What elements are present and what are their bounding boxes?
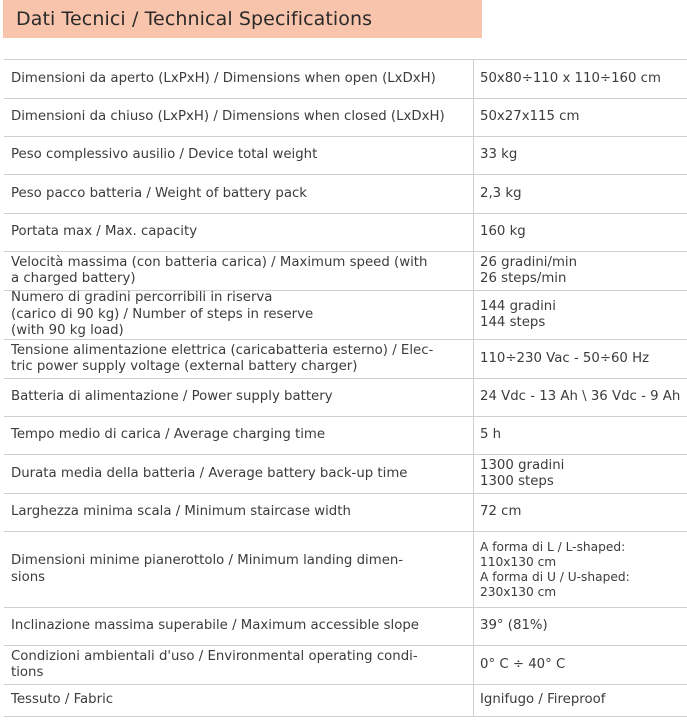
spec-label-cell [4, 340, 474, 378]
table-row [4, 532, 687, 608]
spec-label-line: Dimensioni minime pianerottolo / Minimum landing dimen- [11, 553, 404, 568]
spec-label-cell [4, 608, 474, 645]
spec-value-cell [474, 417, 687, 454]
table-row [4, 99, 687, 137]
spec-label-line: Larghezza minima scala / Minimum staircase width [11, 504, 351, 520]
spec-value-cell [474, 291, 687, 339]
spec-value-line: 50x27x115 cm [480, 109, 580, 125]
spec-value-line: 5 h [480, 427, 502, 443]
spec-value-line: 144 gradini [480, 298, 556, 314]
table-row [4, 494, 687, 532]
spec-label-cell [4, 455, 474, 493]
spec-value-cell [474, 60, 687, 98]
spec-label-line: tions [11, 665, 44, 680]
spec-label-cell [4, 99, 474, 136]
spec-value-line: A forma di U / U-shaped: [480, 569, 630, 584]
spec-label-line: Dimensioni da chiuso (LxPxH) / Dimensions when closed (LxDxH) [11, 109, 445, 125]
spec-label-line: sions [11, 569, 46, 585]
spec-value-line: 26 gradini/min [480, 254, 578, 270]
spec-value-cell [474, 455, 687, 493]
spec-label-line: Tensione alimentazione elettrica (caricabatteria esterno) / Elec- [11, 342, 434, 358]
spec-label-line: Peso pacco batteria / Weight of battery pack [11, 185, 307, 201]
spec-label-cell [4, 175, 474, 213]
spec-label-line: Durata media della batteria / Average battery back-up time [11, 465, 408, 481]
spec-label-line: Dimensioni da aperto (LxPxH) / Dimensions when open (LxDxH) [11, 70, 436, 86]
spec-label-cell [4, 532, 474, 607]
spec-value-cell [474, 137, 687, 174]
table-row [4, 291, 687, 340]
spec-value-cell [474, 175, 687, 213]
spec-label-cell [4, 291, 474, 339]
spec-label-cell [4, 685, 474, 716]
spec-value-cell [474, 379, 687, 416]
spec-label-line: Condizioni ambientali d'uso / Environmental operating condi- [11, 648, 418, 664]
spec-value-cell [474, 685, 687, 716]
table-row [4, 214, 687, 252]
spec-value-cell [474, 494, 687, 531]
table-row [4, 60, 687, 99]
spec-label-cell [4, 214, 474, 251]
spec-label-cell [4, 379, 474, 416]
spec-value-line: 230x130 cm [480, 584, 557, 599]
spec-label-line: a charged battery) [11, 271, 136, 286]
spec-value-line: 33 kg [480, 147, 518, 163]
spec-value-line: 24 Vdc - 13 Ah \ 36 Vdc - 9 Ah [480, 389, 681, 405]
section-header-band [3, 0, 482, 38]
spec-value-cell [474, 608, 687, 645]
spec-value-line: 2,3 kg [480, 185, 522, 201]
table-row [4, 646, 687, 685]
spec-label-line: Peso complessivo ausilio / Device total weight [11, 147, 318, 163]
table-row [4, 252, 687, 291]
spec-value-cell [474, 340, 687, 378]
spec-value-line: 110÷230 Vac - 50÷60 Hz [480, 350, 650, 366]
table-row [4, 137, 687, 175]
spec-value-line: 160 kg [480, 224, 526, 240]
spec-label-line: Tempo medio di carica / Average charging time [11, 427, 326, 443]
table-row [4, 455, 687, 494]
table-row [4, 417, 687, 455]
spec-value-line: 26 steps/min [480, 271, 567, 286]
spec-label-line: Numero di gradini percorribili in riserva [11, 290, 273, 306]
spec-value-cell [474, 214, 687, 251]
specifications-table [4, 59, 687, 717]
table-row [4, 340, 687, 379]
spec-label-line: Portata max / Max. capacity [11, 224, 198, 240]
section-title: Dati Tecnici / Technical Specifications [16, 8, 373, 30]
spec-value-line: 50x80÷110 x 110÷160 cm [480, 70, 661, 86]
spec-value-line: 0° C ÷ 40° C [480, 656, 566, 672]
spec-value-line: 1300 steps [480, 474, 554, 489]
spec-label-line: Inclinazione massima superabile / Maximum accessible slope [11, 618, 419, 634]
spec-label-cell [4, 494, 474, 531]
spec-value-cell [474, 532, 687, 607]
spec-value-line: A forma di L / L-shaped: [480, 539, 626, 554]
spec-value-cell [474, 99, 687, 136]
spec-value-cell [474, 252, 687, 290]
spec-value-line: 144 steps [480, 315, 546, 330]
table-row [4, 685, 687, 717]
spec-label-cell [4, 137, 474, 174]
spec-label-line: Velocità massima (con batteria carica) / Maximum speed (with [11, 254, 428, 270]
spec-label-line: (carico di 90 kg) / Number of steps in reserve [11, 306, 314, 322]
table-row [4, 379, 687, 417]
spec-label-line: Tessuto / Fabric [11, 692, 114, 708]
table-row [4, 175, 687, 214]
spec-label-line: Batteria di alimentazione / Power supply battery [11, 389, 333, 405]
spec-label-cell [4, 252, 474, 290]
spec-value-line: Ignifugo / Fireproof [480, 692, 606, 708]
spec-value-line: 110x130 cm [480, 554, 557, 569]
spec-label-cell [4, 646, 474, 684]
spec-label-cell [4, 60, 474, 98]
spec-value-line: 1300 gradini [480, 457, 565, 473]
spec-label-line: (with 90 kg load) [11, 323, 124, 339]
spec-label-line: tric power supply voltage (external battery charger) [11, 359, 358, 374]
spec-label-cell [4, 417, 474, 454]
table-row [4, 608, 687, 646]
spec-value-line: 72 cm [480, 504, 522, 520]
spec-value-line: 39° (81%) [480, 618, 548, 634]
spec-value-cell [474, 646, 687, 684]
